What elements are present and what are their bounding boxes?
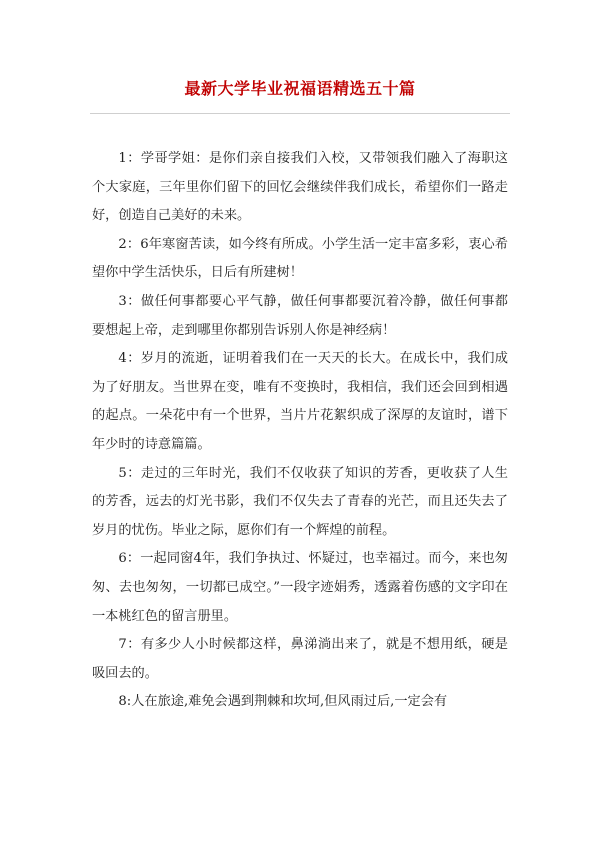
title-divider	[90, 113, 510, 114]
paragraph-5: 5：走过的三年时光，我们不仅收获了知识的芳香，更收获了人生的芳香，远去的灯光书影，我们不仅失去了青春的光芒，而且还失去了岁月的忧伤。毕业之际，愿你们有一个辉煌的前程。	[92, 465, 508, 538]
page-title: 最新大学毕业祝福语精选五十篇	[184, 79, 416, 98]
paragraph-3: 3：做任何事都要心平气静，做任何事都要沉着冷静，做任何事都要想起上帝，走到哪里你都别告诉别人你是神经病！	[92, 293, 508, 338]
document-body	[92, 145, 508, 717]
paragraph-7: 7：有多少人小时候都这样，鼻涕淌出来了，就是不想用纸，硬是吸回去的。	[92, 637, 508, 681]
paragraph-2: 2：6年寒窗苦读，如今终有所成。小学生活一定丰富多彩，衷心希望你中学生活快乐，日后有所建树！	[92, 236, 508, 281]
paragraph-8: 8:人在旅途,难免会遇到荆棘和坎坷,但风雨过后,一定会有	[118, 694, 448, 710]
paragraph-6: 6：一起同窗4年，我们争执过、怀疑过，也幸福过。而今，来也匆匆、去也匆匆，一切都已成空。”一段字迹娟秀，透露着伤感的文字印在一本桃红色的留言册里。	[92, 551, 508, 624]
paragraph-1: 1：学哥学姐：是你们亲自接我们入校，又带领我们融入了海职这个大家庭，三年里你们留下的回忆会继续伴我们成长，希望你们一路走好，创造自己美好的未来。	[92, 151, 508, 224]
paragraph-4: 4：岁月的流逝，证明着我们在一天天的长大。在成长中，我们成为了好朋友。当世界在变，唯有不变换时，我相信，我们还会回到相遇的起点。一朵花中有一个世界，当片片花絮织成了深厚的友谊时，谱下年少时的诗意篇篇。	[92, 351, 508, 452]
